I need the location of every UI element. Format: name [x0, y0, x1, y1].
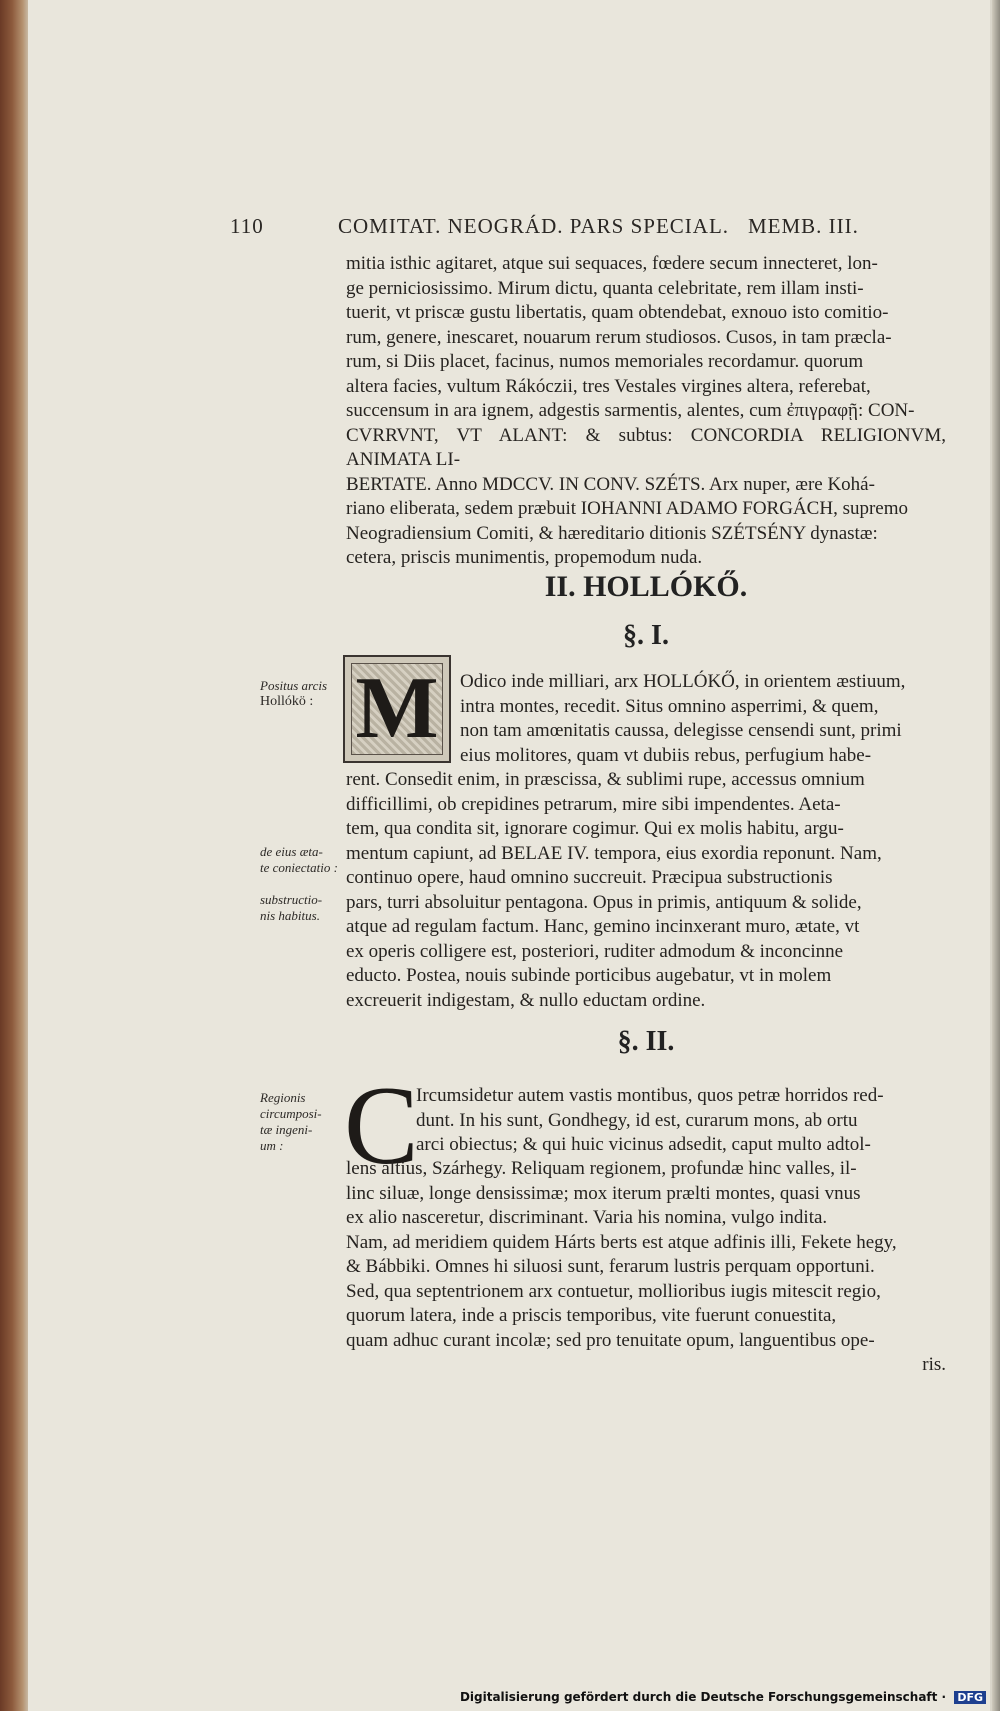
text-line: ex operis colligere est, posteriori, ruditer admodum & inconcinne — [346, 940, 844, 962]
text-line: educto. Postea, nouis subinde porticibus augebatur, vt in molem — [346, 965, 832, 986]
paragraph-2-indented — [416, 1084, 946, 1158]
text-line: & Bábbiki. Omnes hi siluosi sunt, ferarum lustris perquam opportuni. — [346, 1256, 875, 1277]
page-number: 110 — [230, 214, 264, 238]
text-line: Neogradiensium Comiti, & hæreditario ditionis SZÉTSÉNY dynastæ: — [346, 522, 878, 544]
text-line: Sed, qua septentrionem arx contuetur, mollioribus iugis mitescit regio, — [346, 1280, 881, 1302]
text-line: dunt. In his sunt, Gondhegy, id est, curarum mons, ab ortu — [416, 1109, 858, 1131]
paragraph-1-body — [346, 768, 946, 1013]
margin-note-region: Regionis circumposi- tæ ingeni- um : — [260, 1090, 322, 1153]
text-line: altera facies, vultum Rákóczii, tres Vestales virgines altera, referebat, — [346, 375, 871, 397]
text-line: mentum capiunt, ad BELAE IV. tempora, eius exordia reponunt. Nam, — [346, 842, 882, 864]
section-title: II. HOLLÓKŐ. — [544, 570, 748, 603]
margin-note-structure: substructio- nis habitus. — [260, 892, 323, 923]
text-line: excreuerit indigestam, & nullo eductam ordine. — [346, 989, 706, 1011]
text-line: rent. Consedit enim, in præscissa, & sublimi rupe, accessus omnium — [346, 769, 865, 790]
text-line: rum, si Diis placet, facinus, numos memoriales recordamur. quorum — [346, 351, 864, 372]
text-line: pars, turri absoluitur pentagona. Opus in primis, antiquum & solide, — [346, 891, 862, 913]
text-line: tem, qua condita sit, ignorare cogimur. Qui ex molis habitu, argu- — [346, 818, 844, 839]
digitization-footer — [460, 1690, 986, 1704]
ornamental-initial — [343, 655, 451, 763]
text-line: quorum latera, inde a priscis temporibus, vite fuerunt conuestita, — [346, 1305, 837, 1326]
text-line: Ircumsidetur autem vastis montibus, quos petræ horridos red- — [416, 1085, 884, 1106]
text-line: Nam, ad meridiem quidem Hárts berts est atque adfinis illi, Fekete hegy, — [346, 1231, 897, 1253]
text-line: CVRRVNT, VT ALANT: & subtus: CONCORDIA RELIGIONVM, ANIMATA LI- — [346, 424, 946, 470]
dfg-logo: DFG — [954, 1691, 986, 1704]
text-line: rum, genere, inescaret, nouarum rerum studiosos. Cusos, in tam præcla- — [346, 326, 892, 348]
book-spine-edge — [0, 0, 30, 1711]
text-line: quam adhuc curant incolæ; sed pro tenuitate opum, languentibus ope- — [346, 1329, 875, 1351]
footer-text: Digitalisierung gefördert durch die Deutsche Forschungsgemeinschaft · — [459, 1690, 947, 1704]
paragraph-heading-2: §. II. — [617, 1026, 675, 1057]
member-label: MEMB. III. — [748, 214, 859, 238]
text-line: Odico inde milliari, arx HOLLÓKŐ, in orientem æstiuum, — [460, 671, 906, 692]
paragraph-1-indented — [460, 670, 946, 768]
text-line: riano eliberata, sedem præbuit IOHANNI ADAMO FORGÁCH, supremo — [346, 498, 909, 519]
text-line: arci obiectus; & qui huic vicinus adsedit, caput multo adtol- — [416, 1134, 871, 1155]
text-line: tuerit, vt priscæ gustu libertatis, quam obtendebat, exnouo isto comitio- — [346, 302, 889, 323]
page-edge-right — [992, 0, 1000, 1711]
dropcap-letter: C — [344, 1064, 419, 1188]
text-line: non tam amœnitatis caussa, delegisse censendi sunt, primi — [460, 720, 902, 741]
paragraph-heading-1: §. I. — [623, 620, 669, 651]
text-line: cetera, priscis munimentis, propemodum nuda. — [346, 547, 703, 568]
text-line: succensum in ara ignem, adgestis sarmentis, alentes, cum ἐπιγραφῇ: CON- — [346, 400, 915, 421]
paragraph-2-body — [346, 1157, 946, 1378]
text-line: difficillimi, ob crepidines petrarum, mire sibi impendentes. Aeta- — [346, 793, 841, 815]
text-line: continuo opere, haud omnino succreuit. Præcipua substructionis — [346, 867, 833, 888]
margin-note-position: Positus arcis Hollókö : — [260, 678, 328, 709]
catchword: ris. — [922, 1354, 946, 1375]
intro-paragraph — [346, 252, 946, 571]
dropcap-letter: M — [355, 660, 439, 757]
running-title: COMITAT. NEOGRÁD. PARS SPECIAL. — [338, 214, 730, 238]
text-line: intra montes, recedit. Situs omnino asperrimi, & quem, — [460, 695, 879, 717]
text-line: ex alio nasceretur, discriminant. Varia his nomina, vulgo indita. — [346, 1207, 828, 1228]
text-line: BERTATE. Anno MDCCV. IN CONV. SZÉTS. Arx nuper, ære Kohá- — [346, 473, 875, 495]
text-line: ge perniciosissimo. Mirum dictu, quanta celebritate, rem illam insti- — [346, 277, 864, 299]
scanned-page — [28, 0, 990, 1711]
text-line: lens altius, Szárhegy. Reliquam regionem, profundæ hinc valles, il- — [346, 1158, 857, 1179]
text-line: eius molitores, quam vt dubiis rebus, perfugium habe- — [460, 744, 872, 766]
text-line: atque ad regulam factum. Hanc, gemino incinxerant muro, ætate, vt — [346, 916, 860, 937]
text-line: mitia isthic agitaret, atque sui sequaces, fœdere secum innecteret, lon- — [346, 253, 878, 274]
text-line: linc siluæ, longe densissimæ; mox iterum prælti montes, quasi vnus — [346, 1182, 861, 1204]
margin-note-age: de eius æta- te coniectatio : — [260, 844, 338, 875]
